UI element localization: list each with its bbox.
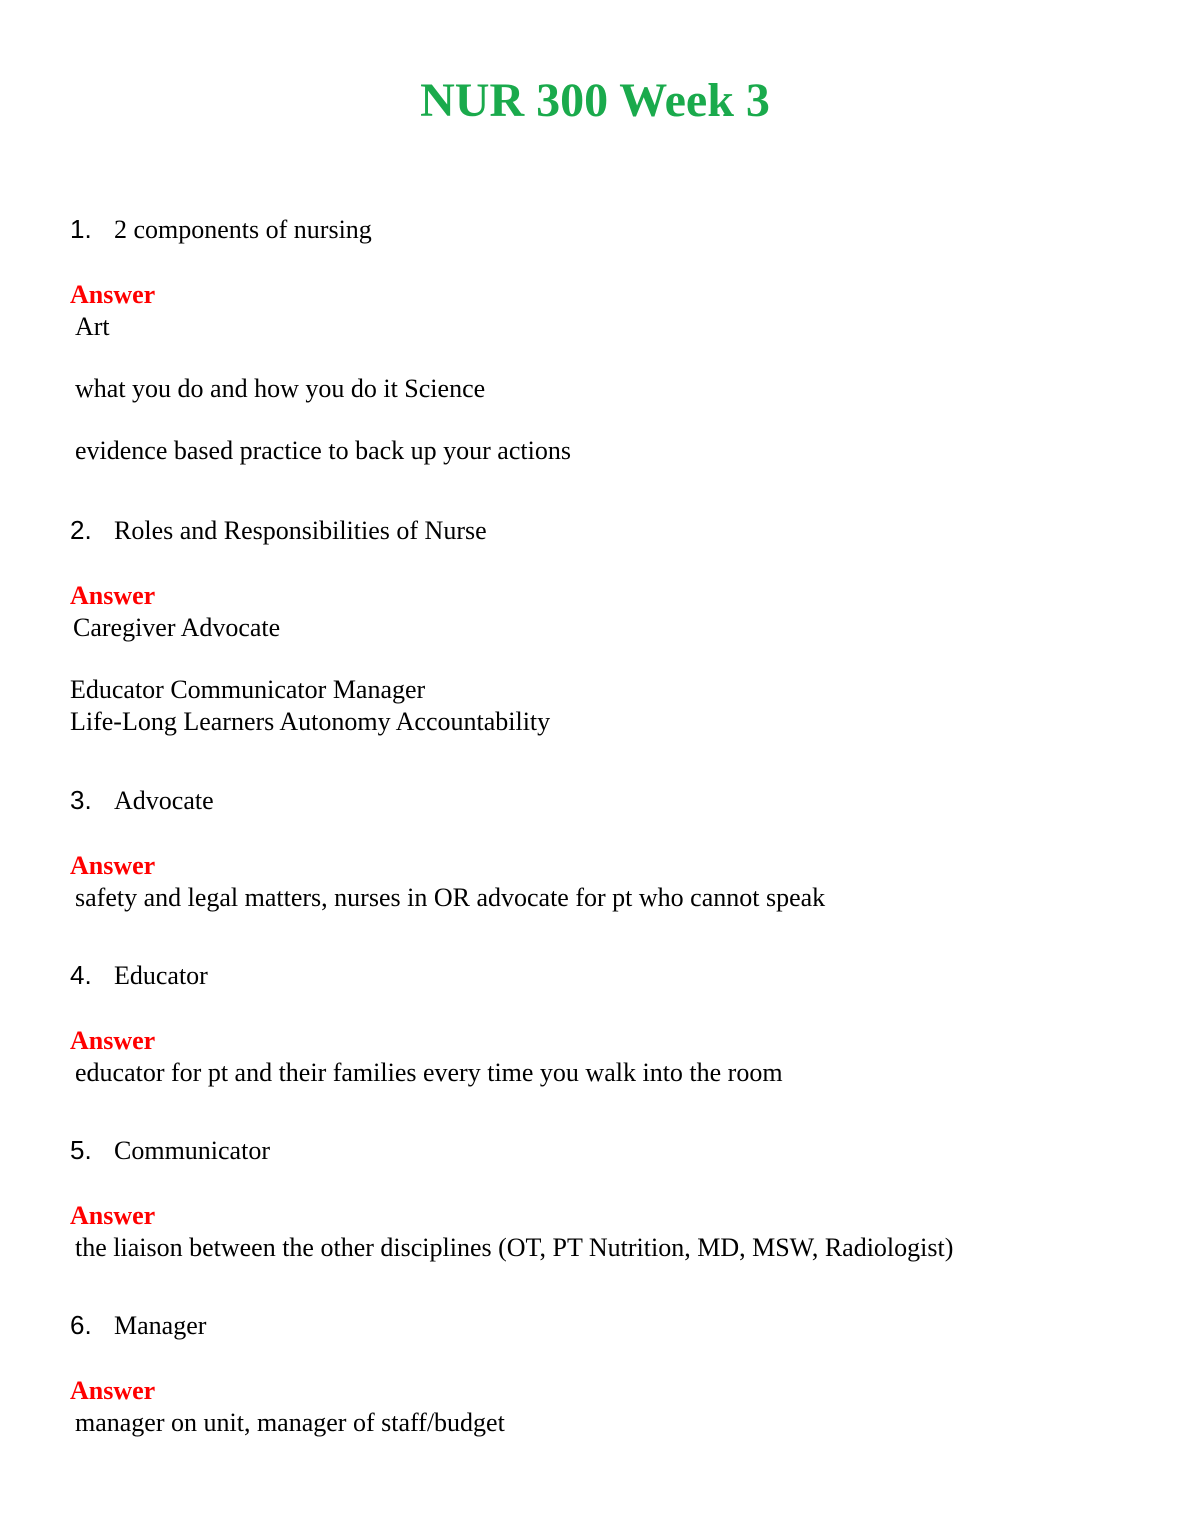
question-block (70, 513, 550, 738)
answer-line: Life-Long Learners Autonomy Accountability (70, 707, 551, 736)
answer-line: Caregiver Advocate (73, 613, 281, 642)
question (70, 783, 825, 822)
question-text: Educator (114, 961, 208, 990)
question-text: Roles and Responsibilities of Nurse (114, 516, 487, 545)
question (70, 513, 550, 552)
answer-label: Answer (70, 280, 156, 309)
question-block (70, 212, 571, 467)
answer-line: Art (75, 312, 110, 341)
question-text: Communicator (114, 1136, 270, 1165)
answer-line: Educator Communicator Manager (70, 675, 426, 704)
page-title: NUR 300 Week 3 (420, 74, 770, 127)
question (70, 1133, 953, 1172)
answer-label: Answer (70, 1026, 156, 1055)
question-number: 5. (70, 1135, 92, 1165)
question-block (70, 1133, 953, 1264)
question (70, 212, 571, 251)
question-text: 2 components of nursing (114, 215, 372, 244)
answer-line: educator for pt and their families every time you walk into the room (75, 1058, 783, 1087)
answer-label: Answer (70, 1376, 156, 1405)
answer-line: what you do and how you do it Science (75, 374, 486, 403)
answer-label: Answer (70, 1201, 156, 1230)
question-number: 1. (70, 214, 92, 244)
question-number: 6. (70, 1310, 92, 1340)
question (70, 958, 783, 997)
question-block (70, 1308, 505, 1439)
question-text: Advocate (114, 786, 214, 815)
answer-line: manager on unit, manager of staff/budget (75, 1408, 505, 1437)
answer-line: the liaison between the other disciplines (OT, PT Nutrition, MD, MSW, Radiologist) (75, 1233, 954, 1262)
question-text: Manager (114, 1311, 207, 1340)
answer-line: safety and legal matters, nurses in OR advocate for pt who cannot speak (75, 883, 826, 912)
question-block (70, 958, 783, 1089)
answer-line: evidence based practice to back up your actions (75, 436, 571, 465)
question-number: 3. (70, 785, 92, 815)
question-block (70, 783, 825, 914)
answer-label: Answer (70, 581, 156, 610)
question (70, 1308, 505, 1347)
answer-label: Answer (70, 851, 156, 880)
question-number: 2. (70, 515, 92, 545)
question-number: 4. (70, 960, 92, 990)
